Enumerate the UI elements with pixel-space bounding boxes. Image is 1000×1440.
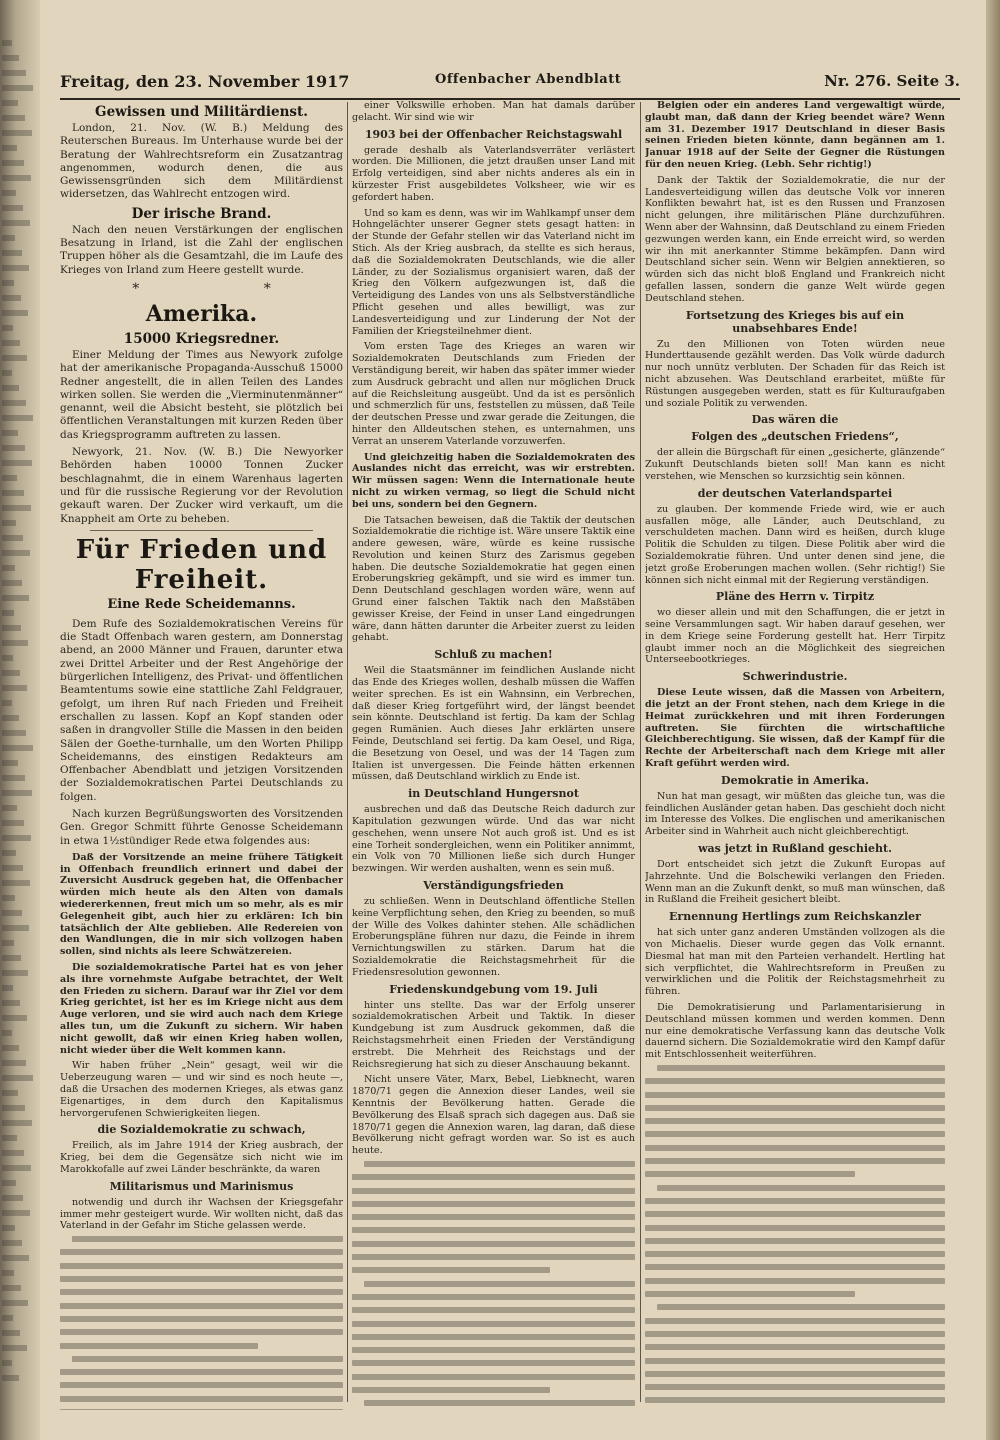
faded-text-line <box>645 1211 945 1217</box>
binding-text-fragment <box>2 325 13 331</box>
binding-text-fragment <box>2 595 29 601</box>
article-paragraph: Nicht unsere Väter, Marx, Bebel, Liebknecht, waren 1870/71 gegen die Annexion dieser Landes, weil sie Kenntnis der Bevölkerung hatten. Gerade die Bevölkerung des Elsaß sprach sich dagegen aus. Daß sie 1870/71 gegen die Annexion waren, lag daran, daß diese Bevölkerung nicht gefragt worden war. So ist es auch heute. <box>352 1074 635 1157</box>
binding-text-fragment <box>2 1240 22 1246</box>
binding-text-fragment <box>2 55 19 61</box>
article-paragraph: Weil die Staatsmänner im feindlichen Auslande nicht das Ende des Krieges wollen, deshalb müssen die Waffen weiter sprechen. Es ist ein Wahnsinn, ein Verbrechen, daß dieser Krieg fortgeführt wird, der längst beendet sein könnte. Deutschland ist fertig. Da kam der Schlag gegen Rumänien. Auch dieses Jahr erklärten unsere Feinde, Deutschland sei fertig. Da kam Oesel, und Riga, die Besetzung von Oesel, und was der 14 Tagen zum Italien ist unvergessen. Die Feinde hätten erkennen müssen, daß Deutschland wirklich zu Ende ist. <box>352 665 635 783</box>
binding-text-fragment <box>2 1255 29 1261</box>
binding-text-fragment <box>2 280 14 286</box>
headline-amerika: Amerika. <box>145 300 258 327</box>
binding-text-fragment <box>2 415 33 421</box>
binding-text-fragment <box>2 445 25 451</box>
faded-text-line <box>352 1254 635 1260</box>
section-heading: Verständigungsfrieden <box>423 879 564 893</box>
faded-text-line <box>60 1316 343 1322</box>
faded-text-line <box>645 1397 945 1403</box>
binding-text-fragment <box>2 460 32 466</box>
separator-stars: * * <box>132 280 331 297</box>
binding-text-fragment <box>2 310 28 316</box>
faded-text-line <box>645 1264 945 1270</box>
binding-text-fragment <box>2 520 16 526</box>
faded-text-line <box>645 1105 945 1111</box>
faded-text-line <box>645 1171 855 1177</box>
faded-text-line <box>60 1263 343 1269</box>
faded-text-line <box>657 1304 945 1310</box>
column-2 <box>352 100 635 1410</box>
binding-text-fragment <box>2 790 32 796</box>
faded-text-line <box>645 1118 945 1124</box>
binding-text-fragment <box>2 850 16 856</box>
faded-text-line <box>645 1225 945 1231</box>
right-page-edge <box>986 0 1000 1440</box>
binding-text-fragment <box>2 370 12 376</box>
faded-text-line <box>352 1294 635 1300</box>
binding-text-fragment <box>2 190 16 196</box>
binding-text-fragment <box>2 1375 19 1381</box>
header-date: Freitag, den 23. November 1917 <box>60 72 350 91</box>
article-paragraph: notwendig und durch ihr Wachsen der Kriegsgefahr immer mehr gesteigert wurde. Wir wollten nicht, daß das Vaterland in der Gefahr im Stiche gelassen werde. <box>60 1196 343 1232</box>
faded-text-line <box>352 1321 635 1327</box>
section-heading: Friedenskundgebung vom 19. Juli <box>389 982 598 996</box>
faded-text-line <box>60 1343 258 1349</box>
binding-text-fragment <box>2 1075 33 1081</box>
article-paragraph: Dort entscheidet sich jetzt die Zukunft Europas auf Jahrzehnte. Und die Bolschewiki verlangen den Frieden. Wenn man an die Zukunft denkt, so muß man wünschen, daß in Rußland die Freiheit gesichert bleibt. <box>645 859 945 906</box>
binding-text-fragment <box>2 130 32 136</box>
faded-text-line <box>60 1409 343 1410</box>
column-1 <box>60 100 343 1410</box>
binding-text-fragment <box>2 1195 23 1201</box>
column-3 <box>645 100 945 1410</box>
binding-text-fragment <box>2 1150 24 1156</box>
binding-text-fragment <box>2 430 18 436</box>
faded-text-line <box>364 1161 635 1167</box>
binding-text-fragment <box>2 1090 18 1096</box>
article-paragraph: hat sich unter ganz anderen Umständen vollzogen als die von Michaelis. Dieser wurde gegen das Volk ernannt. Diesmal hat man mit den Parteien verhandelt. Hertling hat sich verpflichtet, die Wahlrechtsreform in Preußen zu verwirklichen und die Politik der Reichstagsmehrheit zu führen. <box>645 927 945 998</box>
article-paragraph: ausbrechen und daß das Deutsche Reich dadurch zur Kapitulation gezwungen würde. Und das war nicht geschehen, wenn unsere Not auch groß ist. Und es ist eine Torheit sondergleichen, wenn ein Politiker annimmt, ein Volk von 70 Millionen ließe sich durch Hunger bezwingen. Wir werden aushalten, wenn es sein muß. <box>352 804 635 875</box>
faded-text-line <box>352 1241 635 1247</box>
divider <box>90 530 313 531</box>
binding-text-fragment <box>2 1165 31 1171</box>
binding-text-fragment <box>2 1120 32 1126</box>
binding-text-fragment <box>2 1105 25 1111</box>
article-paragraph: Nach den neuen Verstärkungen der englischen Besatzung in Irland, ist die Zahl der englischen Truppen höher als die Gesamtzahl, die im Laufe des Krieges von Irland zum Heere gestellt wurde. <box>60 223 343 276</box>
binding-text-fragment <box>2 670 20 676</box>
section-heading: Schluß zu machen! <box>434 648 553 662</box>
binding-text-fragment <box>2 295 21 301</box>
binding-text-fragment <box>2 640 28 646</box>
faded-text-line <box>60 1396 343 1402</box>
binding-text-fragment <box>2 475 17 481</box>
binding-text-fragment <box>2 865 23 871</box>
article-paragraph: Vom ersten Tage des Krieges an waren wir Sozialdemokraten Deutschlands zum Frieden der Verständigung bereit, wir haben das später immer wieder zum Ausdruck gebracht und allen nur möglichen Druck auf die Reichsleitung ausgeübt. Und da ist es persönlich und schmerzlich für uns, feststellen zu müssen, daß Teile der deutschen Presse und zwar gerade die Zeitungen, die hinter den Alldeutschen stehen, es unternahmen, uns Verrat an unserem Vaterlande vorzuwerfen. <box>352 341 635 447</box>
faded-text-line <box>60 1249 343 1255</box>
binding-text-fragment <box>2 1315 13 1321</box>
article-paragraph: Die Tatsachen beweisen, daß die Taktik der deutschen Sozialdemokratie die richtige ist. Wäre unsere Taktik eine andere gewesen, wäre, würde es keine russische Revolution und keinen Sturz des Zarismus gegeben haben. Die deutsche Sozialdemokratie hat gegen einen Eroberungskrieg gekämpft, und sie wird es immer tun. Denn Deutschland geschlagen worden wäre, wenn auf Grund einer falschen Taktik nach den Maßstäben gewisser Kreise, der Feind in unser Land eingedrungen wäre, dann hätten darunter die Arbeiter zuerst zu leiden gehabt. <box>352 514 635 644</box>
headline-kriegsredner: 15000 Kriegsredner. <box>123 330 280 347</box>
faded-text-line <box>645 1238 945 1244</box>
column-rule <box>347 102 348 1402</box>
binding-text-fragment <box>2 625 21 631</box>
faded-text-line <box>657 1065 945 1071</box>
article-paragraph: Daß der Vorsitzende an meine frühere Tätigkeit in Offenbach freundlich erinnert und dabei der Zuversicht Ausdruck gegeben hat, die Offenbacher würden mich heute als den Alten von damals wiedererkennen, freut mich um so mehr, als es mir Gelegenheit gibt, auch hier zu erklären: Ich bin tatsächlich der Alte geblieben. Alle Redereien von den Wandlungen, die in mir sich vollzogen haben sollen, sind nichts als leere Schwätzereien. <box>60 851 343 958</box>
article-paragraph: zu glauben. Der kommende Friede wird, wie er auch ausfallen möge, alle Länder, auch Deutschland, zu verschuldeten machen. Dann wird es heißen, durch kluge Politik die Schulden zu tilgen. Diese Politik aber wird die Sozialdemokratie führen. Und unter denen sind jene, die jetzt große Eroberungen machen wollen. (Sehr richtig!) Sie können sich nicht einmal mit der Regierung verständigen. <box>645 503 945 586</box>
binding-text-fragment <box>2 1060 26 1066</box>
binding-text-fragment <box>2 355 27 361</box>
faded-text-line <box>60 1329 343 1335</box>
binding-text-fragment <box>2 910 22 916</box>
column-rule <box>640 102 641 1402</box>
article-paragraph: wo dieser allein und mit den Schaffungen, die er jetzt in seine Versammlungen sagt. Wir haben darauf gesehen, wer in dem Kriege seine Forderung gestellt hat. Herr Tirpitz glaubt immer noch an die Möglichkeit des siegreichen Unterseebootkrieges. <box>645 607 945 666</box>
faded-text-line <box>645 1251 945 1257</box>
faded-text-line <box>657 1185 945 1191</box>
faded-text-line <box>645 1078 945 1084</box>
faded-text-line <box>60 1382 343 1388</box>
binding-text-fragment <box>2 610 14 616</box>
article-paragraph: hinter uns stellte. Das war der Erfolg unserer sozialdemokratischen Arbeit und Taktik. In dieser Kundgebung ist zum Ausdruck gekommen, daß die Reichstagsmehrheit einen Frieden der Verständigung erstrebt. Die Mehrheit des Reichstags und der Reichsregierung hat sich zu dieser Anschauung bekannt. <box>352 999 635 1070</box>
binding-text-fragment <box>2 175 31 181</box>
binding-text-fragment <box>2 1300 28 1306</box>
section-heading: 1903 bei der Offenbacher Reichstagswahl <box>364 127 623 141</box>
binding-text-fragment <box>2 1135 17 1141</box>
binding-text-fragment <box>2 805 17 811</box>
section-heading: was jetzt in Rußland geschieht. <box>698 842 892 856</box>
section-heading: Fortsetzung des Krieges bis auf ein unabsehbares Ende! <box>685 308 905 335</box>
binding-text-fragment <box>2 835 31 841</box>
binding-text-fragment <box>2 385 19 391</box>
binding-text-fragment <box>2 895 15 901</box>
binding-text-fragment <box>2 490 24 496</box>
faded-text-line <box>645 1145 945 1151</box>
header-paper-title: Offenbacher Abendblatt <box>435 72 622 87</box>
faded-text-line <box>352 1360 635 1366</box>
binding-text-fragment <box>2 940 14 946</box>
binding-text-fragment <box>2 1360 12 1366</box>
faded-text-line <box>352 1201 635 1207</box>
headline-irischer-brand: Der irische Brand. <box>131 205 272 222</box>
article-paragraph: Die sozialdemokratische Partei hat es von jeher als ihre vornehmste Aufgabe betrachtet, der Welt den Frieden zu sichern. Darauf war ihr Ziel vor dem Krieg gerichtet, ist her es im Kriege nicht aus dem Auge verloren, und sie wird auch nach dem Kriege alles tun, um die Zukunft zu sichern. Wir haben nicht gewollt, daß wir einen Krieg haben wollen, nicht wieder über die Welt kommen kann. <box>60 962 343 1056</box>
faded-text-line <box>364 1400 635 1406</box>
binding-text-fragment <box>2 715 19 721</box>
binding-text-fragment <box>2 1180 16 1186</box>
binding-text-fragment <box>2 505 31 511</box>
article-paragraph: zu schließen. Wenn in Deutschland öffentliche Stellen keine Verpflichtung sehen, den Krieg zu beenden, so muß der Wille des Volkes dahinter stehen. Alle schädlichen Eroberungspläne führen nur dazu, die Feinde in ihrem Vernichtungswillen zu stärken. Darum hat die Sozialdemokratie die Reichstagsmehrheit für die Friedensresolution gewonnen. <box>352 896 635 978</box>
subheadline-scheidemann: Eine Rede Scheidemanns. <box>107 596 296 612</box>
faded-text-line <box>352 1374 635 1380</box>
binding-text-fragment <box>2 1015 27 1021</box>
faded-text-block <box>60 1236 343 1410</box>
binding-text-fragment <box>2 145 17 151</box>
binding-text-fragment <box>2 115 25 121</box>
binding-text-fragment <box>2 1330 20 1336</box>
faded-text-line <box>352 1387 550 1393</box>
section-heading: Ernennung Hertlings zum Reichskanzler <box>669 910 921 924</box>
article-paragraph: Belgien oder ein anderes Land vergewaltigt würde, glaubt man, daß dann der Krieg beendet wäre? Wenn am 31. Dezember 1917 Deutschland in dieser Basis seinen Frieden bieten könnte, dann begännen am 1. Januar 1918 auf der Seite der Gegner die Rüstungen für den neuen Krieg. (Lebh. Sehr richtig!) <box>645 100 945 170</box>
binding-text-fragment <box>2 85 33 91</box>
article-paragraph: Wir haben früher „Nein“ gesagt, weil wir die Ueberzeugung waren — und wir sind es noch heute —, daß die Ursachen des modernen Krieges, als etwas ganz Eigenartiges, in dem durch den Kapitalismus hervorgerufenen Schwierigkeiten liegen. <box>60 1060 343 1119</box>
binding-text-fragment <box>2 250 22 256</box>
binding-text-fragment <box>2 580 22 586</box>
binding-text-fragment <box>2 265 29 271</box>
faded-text-line <box>72 1236 343 1242</box>
faded-text-line <box>645 1198 945 1204</box>
binding-text-fragment <box>2 340 20 346</box>
page-header <box>60 70 960 100</box>
faded-text-line <box>72 1356 343 1362</box>
binding-text-fragment <box>2 535 23 541</box>
binding-text-fragment <box>2 700 12 706</box>
faded-text-line <box>352 1188 635 1194</box>
binding-text-fragment <box>2 745 33 751</box>
faded-text-line <box>352 1227 635 1233</box>
binding-text-fragment <box>2 160 24 166</box>
faded-text-line <box>352 1307 635 1313</box>
binding-text-fragment <box>2 1045 19 1051</box>
faded-text-line <box>645 1331 945 1337</box>
binding-text-fragment <box>2 775 25 781</box>
article-paragraph: Dank der Taktik der Sozialdemokratie, die nur der Landesverteidigung willen das deutsche Volk vor inneren Konflikten bewahrt hat, ist es den Russen und Franzosen nicht gelungen, ihre militärischen Pläne durchzuführen. Wenn aber der Wahnsinn, daß Deutschland zu einem Frieden gezwungen werden kann, ein Ende erreicht wird, so werden wir ihn mit anerkannter Stimme bekämpfen. Dann wird Deutschland sicher sein. Wenn wir Belgien annektieren, so würden sich das nicht bloß England und Frankreich nicht gefallen lassen, sondern die ganze Welt würde gegen Deutschland stehen. <box>645 174 945 304</box>
faded-text-line <box>60 1303 343 1309</box>
binding-text-fragment <box>2 1030 12 1036</box>
article-paragraph: Freilich, als im Jahre 1914 der Krieg ausbrach, der Krieg, bei dem die Gegensätze sich nicht wie im Marokkofalle auf zwei Länder beschränkte, da waren <box>60 1140 343 1175</box>
binding-text-fragment <box>2 655 13 661</box>
binding-text-fragment <box>2 1210 30 1216</box>
binding-text-fragment <box>2 100 18 106</box>
faded-text-line <box>645 1278 945 1284</box>
binding-text-fragment <box>2 565 15 571</box>
faded-text-line <box>352 1174 635 1180</box>
binding-text-fragment <box>2 955 21 961</box>
article-paragraph: Nach kurzen Begrüßungsworten des Vorsitzenden Gen. Gregor Schmitt führte Genosse Scheidemann in etwa 1½stündiger Rede etwa folgendes aus: <box>60 807 343 847</box>
binding-text-fragment <box>2 205 23 211</box>
binding-text-fragment <box>2 760 18 766</box>
section-heading: in Deutschland Hungersnot <box>408 787 579 801</box>
article-paragraph: einer Volkswille erhoben. Man hat damals darüber gelacht. Wir sind wie wir <box>352 100 635 123</box>
headline-gewissen: Gewissen und Militärdienst. <box>95 104 308 120</box>
faded-text-line <box>645 1318 945 1324</box>
faded-text-line <box>352 1214 635 1220</box>
section-heading: Pläne des Herrn v. Tirpitz <box>715 590 875 604</box>
binding-text-fragment <box>2 925 29 931</box>
article-paragraph: Und gleichzeitig haben die Sozialdemokraten des Auslandes nicht das erreicht, was wir erstrebten. Wir müssen sagen: Wenn die Internationale heute nicht zu wirken vermag, so liegt die Schuld nicht bei uns, sondern bei den Gegnern. <box>352 451 635 510</box>
section-heading: Das wären die <box>751 413 839 427</box>
faded-text-line <box>352 1267 550 1273</box>
binding-text-fragment <box>2 235 15 241</box>
faded-text-line <box>60 1276 343 1282</box>
binding-text-fragment <box>2 1000 20 1006</box>
faded-text-line <box>352 1347 635 1353</box>
section-heading: der deutschen Vaterlandspartei <box>697 486 893 500</box>
article-paragraph: Einer Meldung der Times aus Newyork zufolge hat der amerikanische Propaganda-Ausschuß 15000 Redner angestellt, die in allen Teilen des Landes wirken sollen. Sie werden die „Vierminutenmänner“ genannt, weil die Absicht besteht, sie plötzlich bei öffentlichen Veranstaltungen mit kurzen Reden über das Kriegsprogramm auftreten zu lassen. <box>60 348 343 441</box>
article-paragraph: Dem Rufe des Sozialdemokratischen Vereins für die Stadt Offenbach waren gestern, am Donnerstag abend, an 2000 Männer und Frauen, darunter etwa zwei Drittel Arbeiter und der Rest Angehörige der bürgerlichen Intelligenz, des Privat- und öffentlichen Beamtentums sowie eine stattliche Zahl Feldgrauer, gefolgt, um ihren Ruf nach Frieden und Freiheit erschallen zu lassen. Kopf an Kopf standen oder saßen in drangvoller Stille die Massen in den beiden Sälen der Goethe-turnhalle, um den Worten Philipp Scheidemanns, des einstigen Redakteurs am Offenbacher Abendblatt und jetzigen Vorsitzenden der Sozialdemokratischen Partei Deutschlands zu folgen. <box>60 617 343 803</box>
faded-text-line <box>352 1334 635 1340</box>
binding-text-fragment <box>2 220 30 226</box>
faded-text-line <box>645 1358 945 1364</box>
faded-text-line <box>645 1158 945 1164</box>
article-paragraph: Die Demokratisierung und Parlamentarisierung in Deutschland müssen kommen und werden kommen. Denn nur eine demokratische Verfassung kann das deutsche Volk dauernd sichern. Die Sozialdemokratie wird den Kampf dafür mit Entschlossenheit weiterführen. <box>645 1002 945 1061</box>
article-paragraph: Zu den Millionen von Toten würden neue Hunderttausende gezählt werden. Das Volk würde dadurch nur noch unnütz verbluten. Der Schaden für das Reich ist nicht abzusehen. Was Deutschland erarbeitet, müßte für Rüstungen ausgegeben werden, statt es für Kulturaufgaben und soziale Politik zu verwenden. <box>645 338 945 409</box>
faded-text-line <box>60 1289 343 1295</box>
headline-frieden-freiheit: Für Frieden und Freiheit. <box>75 534 328 595</box>
binding-text-fragment <box>2 40 12 46</box>
binding-text-fragment <box>2 1270 14 1276</box>
article-paragraph: Diese Leute wissen, daß die Massen von Arbeitern, die jetzt an der Front stehen, nach dem Kriege in die Heimat zurückkehren und mit ihren Forderungen auftreten. Sie fürchten die wirtschaftliche Gleichberechtigung. Sie wissen, daß der Kampf für die Rechte der Arbeiterschaft nach dem Kriege mit aller Kraft geführt werden wird. <box>645 687 945 770</box>
binding-text-fragment <box>2 685 27 691</box>
section-heading: die Sozialdemokratie zu schwach, <box>97 1123 306 1137</box>
article-paragraph: Nun hat man gesagt, wir müßten das gleiche tun, was die feindlichen Ausländer getan haben. Das geschieht doch nicht im Interesse des Volkes. Die englischen und amerikanischen Arbeiter sind in Wahrheit auch nicht gleichberechtigt. <box>645 790 945 838</box>
faded-text-block <box>352 1161 635 1410</box>
article-paragraph: Und so kam es denn, was wir im Wahlkampf unser dem Hohngelächter unserer Gegner stets gesagt hatten: in der Stunde der Gefahr stellen wir das Vaterland nicht im Stich. Als der Krieg ausbrach, da stellte es sich heraus, daß die Sozialdemokraten Deutschlands, wie die aller Länder, zu der Sozialismus organisiert waren, daß der Krieg den Völkern aufgezwungen ist, daß die Verteidigung des Landes von uns als Selbstverständliche Pflicht gesehen und alles bewilligt, was zur Landesverteidigung und zur Linderung der Not der Familien der Kriegsteilnehmer dient. <box>352 207 635 337</box>
section-heading: Demokratie in Amerika. <box>721 773 869 787</box>
faded-text-block <box>645 1065 945 1410</box>
binding-text-fragment <box>2 1285 21 1291</box>
section-heading: Folgen des „deutschen Friedens“, <box>691 430 899 444</box>
binding-text-fragment <box>2 820 24 826</box>
binding-text-fragment <box>2 1225 15 1231</box>
faded-text-line <box>645 1344 945 1350</box>
faded-text-line <box>645 1371 945 1377</box>
faded-text-line <box>645 1291 855 1297</box>
faded-text-line <box>60 1369 343 1375</box>
binding-text-fragment <box>2 550 30 556</box>
article-paragraph: der allein die Bürgschaft für einen „gesicherte, glänzende“ Zukunft Deutschlands bieten soll! Man kann es nicht verstehen, wie Menschen so kurzsichtig sein können. <box>645 447 945 482</box>
faded-text-line <box>364 1281 635 1287</box>
section-heading: Militarismus und Marinismus <box>109 1179 294 1193</box>
faded-text-line <box>645 1384 945 1390</box>
binding-text-fragment <box>2 985 13 991</box>
faded-text-line <box>645 1131 945 1137</box>
article-paragraph: London, 21. Nov. (W. B.) Meldung des Reuterschen Bureaus. Im Unterhause wurde bei der Beratung der Wahlrechtsreform ein Zusatzantrag angenommen, wodurch denen, die aus Gewissensgründen sich dem Militärdienst widersetzen, das Wahlrecht entzogen wird. <box>60 122 343 201</box>
section-heading: Schwerindustrie. <box>742 670 848 684</box>
article-paragraph: gerade deshalb als Vaterlandsverräter verlästert worden. Die Millionen, die jetzt draußen unser Land mit Erfolg verteidigen, sind aber nichts anderes als ein in kürzester Frist ausgebildetes Volksheer, wie wir es gefordert haben. <box>352 144 635 203</box>
faded-text-line <box>645 1092 945 1098</box>
binding-text-fragment <box>2 1345 27 1351</box>
binding-text-fragment <box>2 880 30 886</box>
binding-text-fragment <box>2 400 26 406</box>
previous-page-edge <box>0 0 40 1440</box>
binding-text-fragment <box>2 730 26 736</box>
binding-text-fragment <box>2 970 28 976</box>
header-page-number: Nr. 276. Seite 3. <box>824 72 960 90</box>
article-paragraph: Newyork, 21. Nov. (W. B.) Die Newyorker Behörden haben 10000 Tonnen Zucker beschlagnahmt, die in einem Warenhaus lagerten und für die russische Regierung vor der Revolution gekauft waren. Der Zucker wird verkauft, um die Knappheit am Orte zu beheben. <box>60 446 343 525</box>
binding-text-fragment <box>2 70 26 76</box>
